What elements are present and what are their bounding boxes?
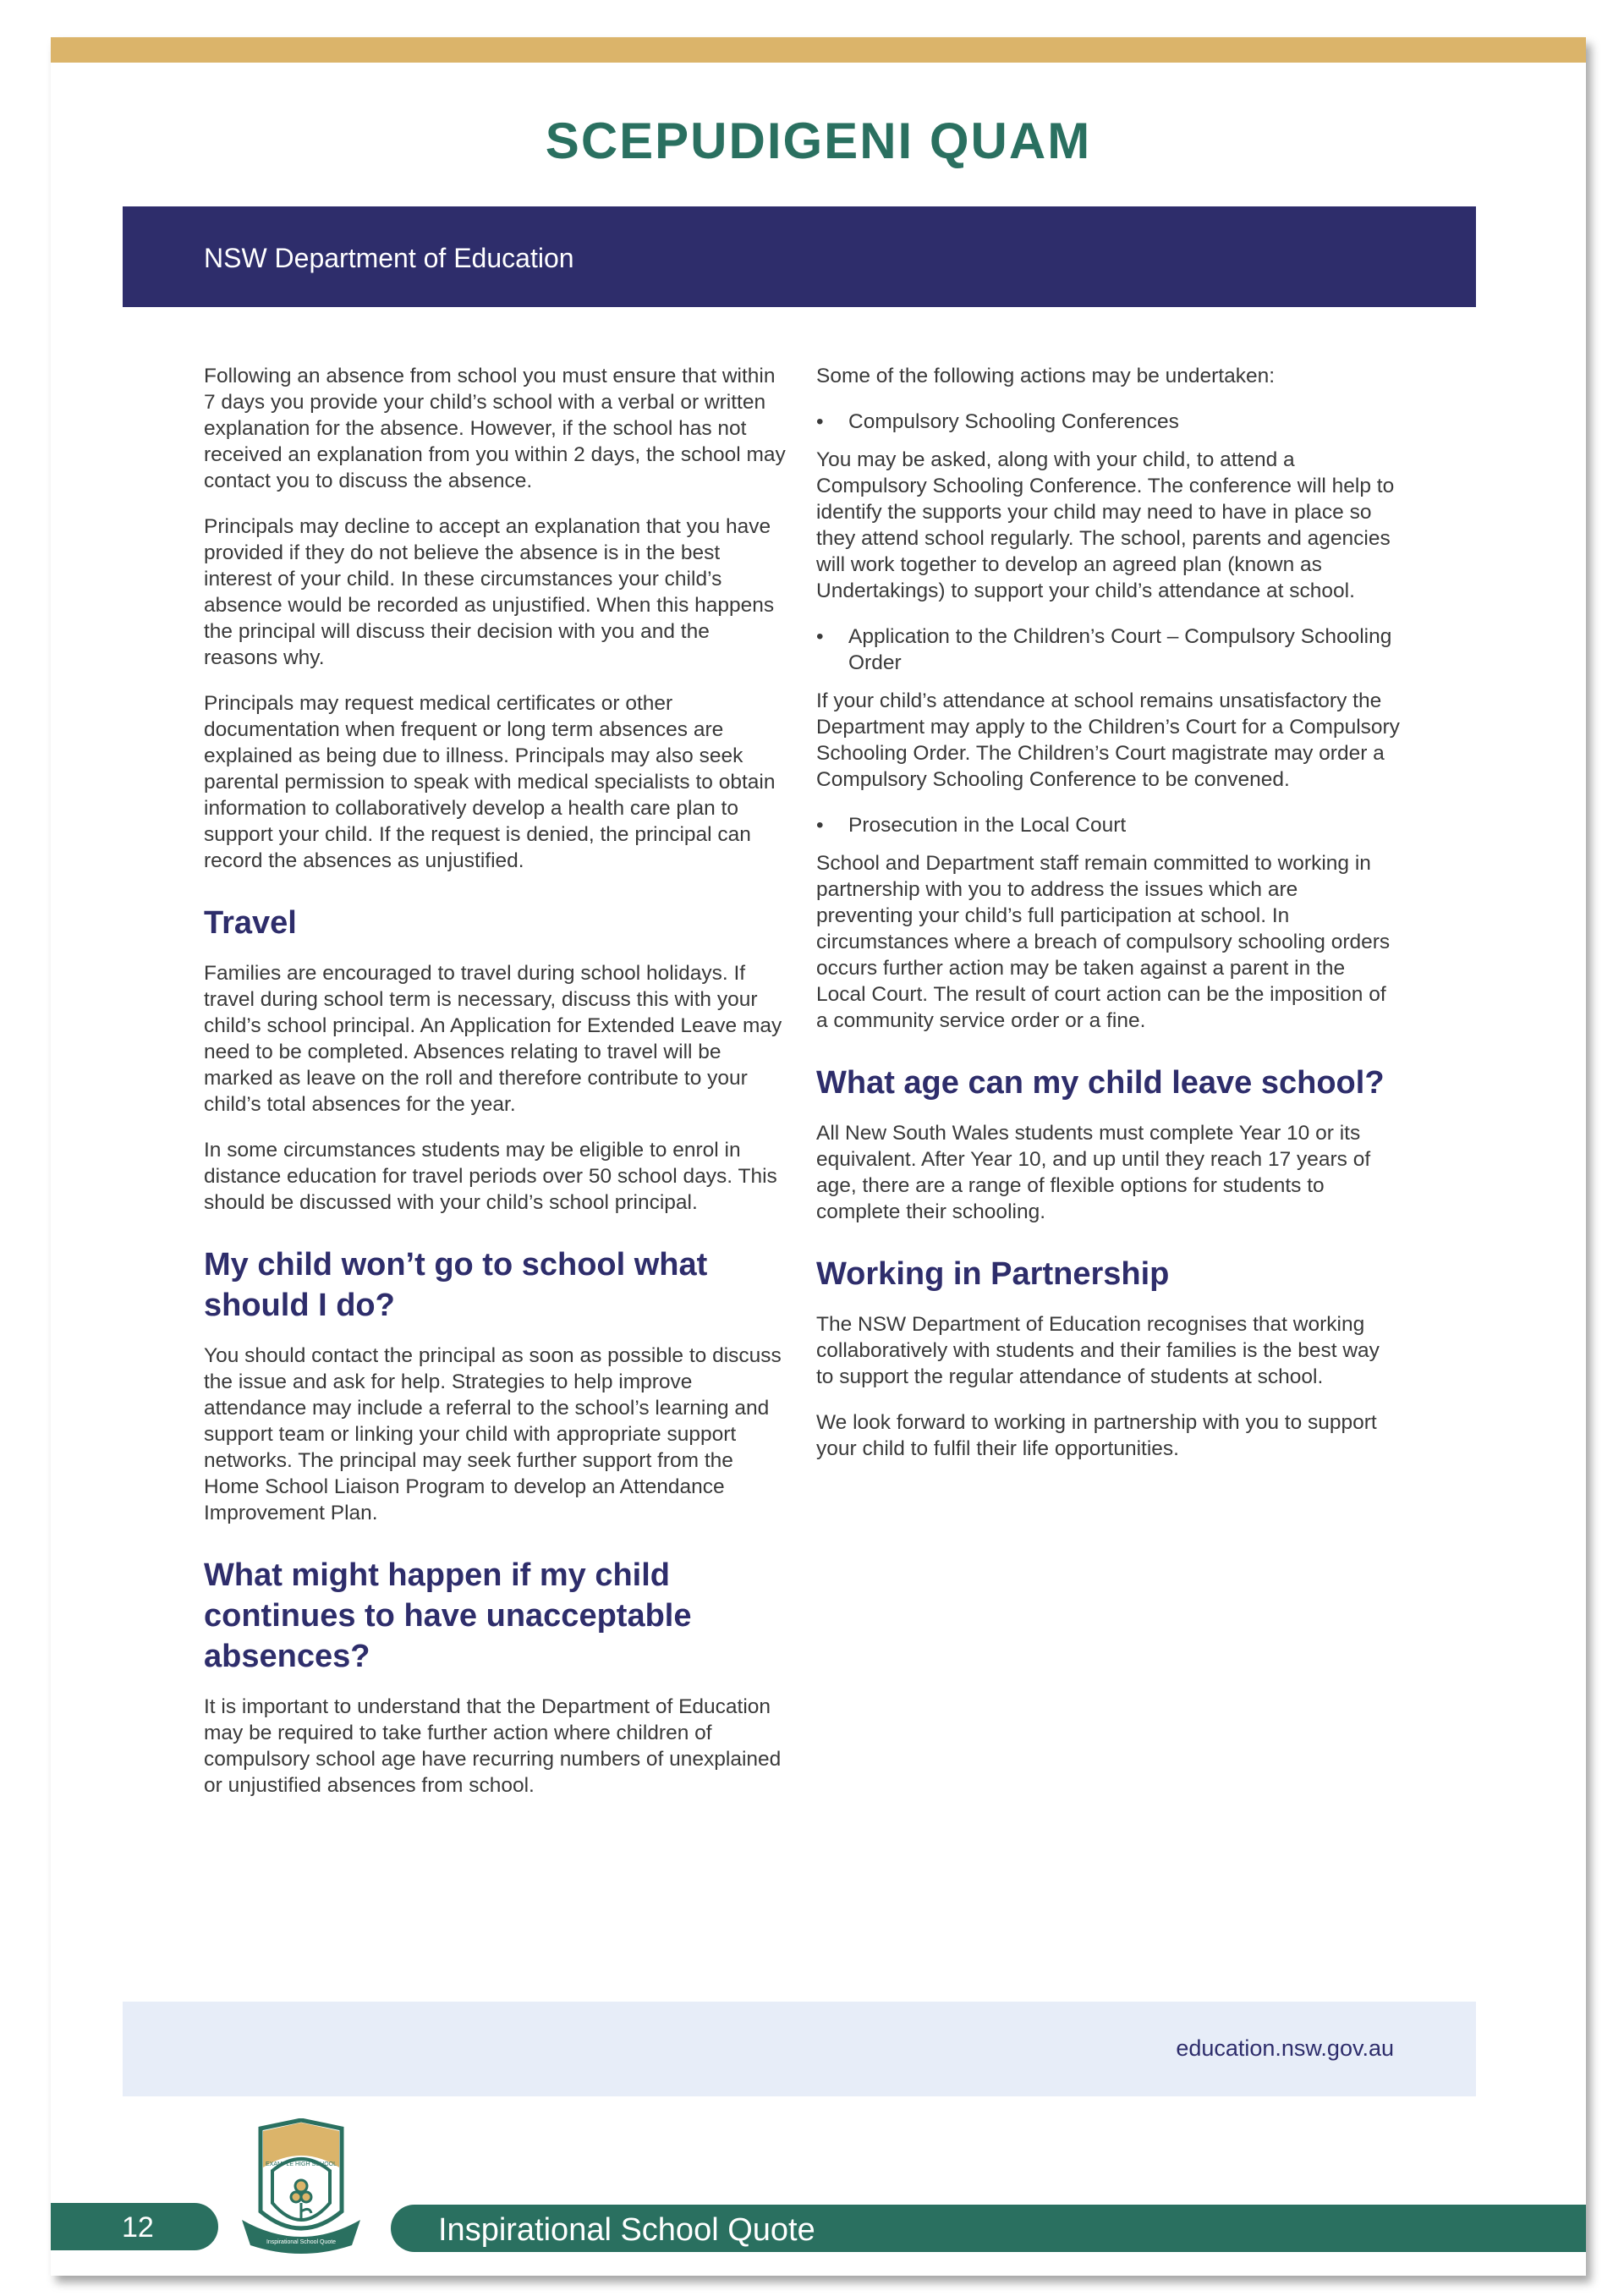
- school-quote-bar: [391, 2205, 1586, 2252]
- paragraph: School and Department staff remain committed to working in partnership with you to address the issues which are preventing your child’s full participation at school. In circumstances where a breach of compulsory schooling orders occurs further action may be taken against a parent in the Local Court. The result of court action can be the imposition of a community service order or a fine.: [816, 852, 1391, 1032]
- heading-leave-age: What age can my child leave school?: [816, 1065, 1385, 1101]
- website-link[interactable]: education.nsw.gov.au: [1176, 2035, 1394, 2061]
- heading-unacceptable: What might happen if my child continues to have unacceptable absences?: [204, 1557, 692, 1674]
- paragraph: You may be asked, along with your child, to attend a Compulsory Schooling Conference. The conference will help to identify the supports your child may need to have in place so they attend school regularly. The school, parents and agencies will work together to develop an agreed plan (known as Undertakings) to support your child’s attendance at school.: [816, 448, 1395, 602]
- bullet-item: • Compulsory Schooling Conferences: [816, 409, 1400, 435]
- paragraph: We look forward to working in partnership with you to support your child to fulfil their life opportunities.: [816, 1411, 1377, 1460]
- heading-wont-go: My child won’t go to school what should I do?: [204, 1247, 708, 1323]
- right-column: [816, 363, 1400, 1481]
- paragraph: Families are encouraged to travel during school holidays. If travel during school term is necessary, discuss this with your child’s school principal. An Application for Extended Leave may need to be completed. Absences relating to travel will be marked as leave on the roll and therefore contribute to your child’s total absences for the year.: [204, 962, 782, 1116]
- paragraph: Principals may request medical certificates or other documentation when frequent or long term absences are explained as being due to illness. Principals may also seek parental permission to speak with medical specialists to obtain information to collaboratively develop a health care plan to support your child. If the request is denied, the principal can record the absences as unjustified.: [204, 692, 776, 872]
- heading-travel: Travel: [204, 905, 297, 941]
- logo-ribbon-text: Inspirational School Quote: [266, 2239, 337, 2245]
- paragraph: If your child’s attendance at school remains unsatisfactory the Department may apply to the Children’s Court for a Compulsory Schooling Order. The Children’s Court magistrate may order a Compulsory Schooling Conference to be convened.: [816, 689, 1400, 791]
- page-number-tab: [51, 2203, 218, 2250]
- paragraph: All New South Wales students must complete Year 10 or its equivalent. After Year 10, and up until they reach 17 years of age, there are a range of flexible options for students to complete their schooling.: [816, 1122, 1371, 1223]
- left-column: [204, 363, 787, 1818]
- paragraph: Some of the following actions may be undertaken:: [816, 365, 1276, 387]
- bullet-item: • Application to the Children’s Court – Compulsory Schooling Order: [816, 623, 1400, 676]
- page-title: SCEPUDIGENI QUAM: [545, 113, 1092, 169]
- website-box: [123, 2002, 1476, 2096]
- department-name: NSW Department of Education: [204, 243, 574, 273]
- school-crest-logo: [235, 2118, 367, 2254]
- heading-partnership: Working in Partnership: [816, 1256, 1170, 1292]
- school-quote: Inspirational School Quote: [438, 2212, 815, 2248]
- document-page: [51, 37, 1586, 2276]
- bullet-item: • Prosecution in the Local Court: [816, 812, 1400, 838]
- logo-school-name: EXAMPLE HIGH SCHOOL: [265, 2161, 337, 2167]
- paragraph: You should contact the principal as soon as possible to discuss the issue and ask for help. Strategies to help improve attendance may include a referral to the school’s learning and support team or linking your child with appropriate support networks. The principal may seek further support from the Home School Liaison Program to develop an Attendance Improvement Plan.: [204, 1344, 782, 1524]
- paragraph: Principals may decline to accept an explanation that you have provided if they do not believe the absence is in the best interest of your child. In these circumstances your child’s absence would be recorded as unjustified. When this happens the principal will discuss their decision with you and the reasons why.: [204, 515, 775, 669]
- top-gold-bar: [51, 37, 1586, 63]
- department-banner: [123, 206, 1476, 307]
- paragraph: Following an absence from school you must ensure that within 7 days you provide your child’s school with a verbal or written explanation for the absence. However, if the school has not received an explanation from you within 2 days, the school may contact you to discuss the absence.: [204, 365, 786, 492]
- page-number: 12: [122, 2211, 154, 2244]
- paragraph: It is important to understand that the Department of Education may be required to take further action where children of compulsory school age have recurring numbers of unexplained or unjustified absences from school.: [204, 1695, 782, 1797]
- paragraph: The NSW Department of Education recognises that working collaboratively with students and their families is the best way to support the regular attendance of students at school.: [816, 1313, 1380, 1388]
- paragraph: In some circumstances students may be eligible to enrol in distance education for travel periods over 50 school days. This should be discussed with your child’s school principal.: [204, 1139, 777, 1214]
